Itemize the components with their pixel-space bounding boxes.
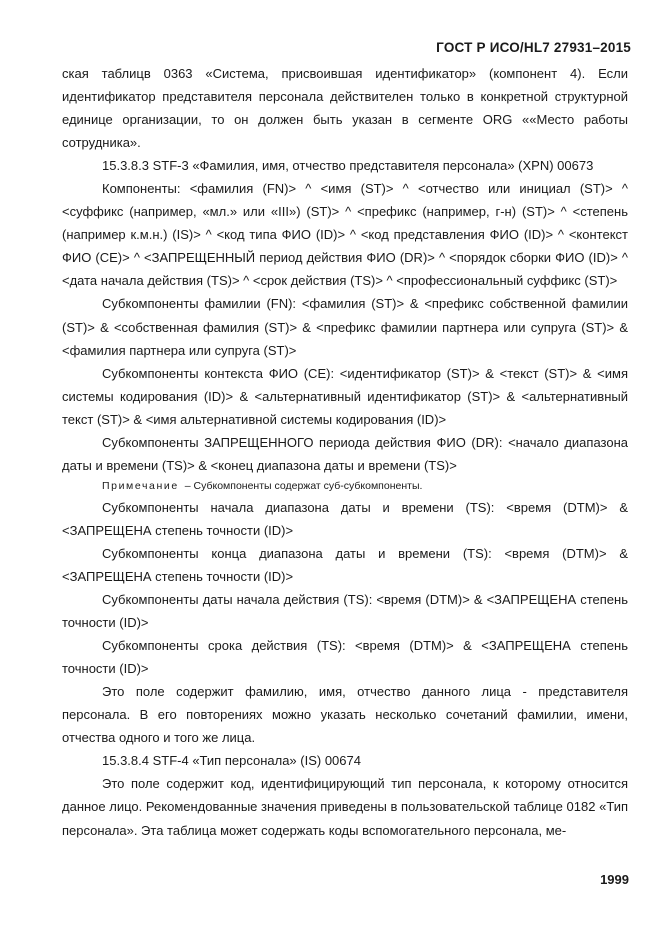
paragraph-range-start: Субкомпоненты начала диапазона даты и времени (TS): <время (DTM)> & <ЗАПРЕЩЕНА степень точности (ID)>: [62, 499, 628, 538]
paragraph-dr-subcomponents: Субкомпоненты ЗАПРЕЩЕННОГО периода действия ФИО (DR): <начало диапазона даты и времени (TS)> & <конец диапазона даты и времени (TS)>: [62, 434, 628, 473]
paragraph-range-end: Субкомпоненты конца диапазона даты и времени (TS): <время (DTM)> & <ЗАПРЕЩЕНА степень точности (ID)>: [62, 545, 628, 584]
paragraph-field-description: Это поле содержит фамилию, имя, отчество данного лица - представителя персонала. В его повторениях можно указать несколько сочетаний фамилии, имени, отчества одного и того же лица.: [62, 684, 628, 746]
document-header: ГОСТ Р ИСО/HL7 27931–2015: [436, 40, 631, 55]
paragraph-start-date: Субкомпоненты даты начала действия (TS): <время (DTM)> & <ЗАПРЕЩЕНА степень точности (ID)>: [62, 592, 628, 631]
note: [62, 477, 628, 496]
paragraph-staff-type: Это поле содержит код, идентифицирующий тип персонала, к которому относится данное лицо. Рекомендованные значения приведены в пользовательской таблице 0182 «Тип персонала». Эта таблица может содержать коды вспомогательного персонала, ме-: [62, 776, 628, 838]
page-number: 1999: [600, 872, 629, 887]
page-body: [62, 62, 628, 842]
paragraph-components: Компоненты: <фамилия (FN)> ^ <имя (ST)> ^ <отчество или инициал (ST)> ^ <суффикс (например, «мл.» или «III») (ST)> ^ <префикс (например, г-н) (ST)> ^ <степень (например к.м.н.) (IS)> ^ <код типа ФИО (ID)> ^ <код представления ФИО (ID)> ^ <контекст ФИО (CE)> ^ <ЗАПРЕЩЕННЫЙ период действия ФИО (DR)> ^ <порядок сборки ФИО (ID)> ^ <дата начала действия (TS)> ^ <срок действия (TS)> ^ <профессиональный суффикс (ST)>: [62, 181, 628, 289]
section-heading-15-3-8-4: 15.3.8.4 STF-4 «Тип персонала» (IS) 00674: [102, 753, 361, 769]
paragraph-continuation: ская таблицв 0363 «Система, присвоившая идентификатор» (компонент 4). Если идентификатор представителя персонала действителен только в конкретной структурной единице организации, то он должен быть указан в сегменте ORG ««Место работы сотрудника».: [62, 66, 628, 151]
paragraph-fn-subcomponents: Субкомпоненты фамилии (FN): <фамилия (ST)> & <префикс собственной фамилии (ST)> & <собственная фамилия (ST)> & <префикс фамилии партнера или супруга (ST)> & <фамилия партнера или супруга (ST)>: [62, 296, 628, 358]
paragraph-expiry: Субкомпоненты срока действия (TS): <время (DTM)> & <ЗАПРЕЩЕНА степень точности (ID)>: [62, 638, 628, 677]
note-text: – Субкомпоненты содержат суб-субкомпоненты.: [184, 479, 423, 492]
section-heading-15-3-8-3: 15.3.8.3 STF-3 «Фамилия, имя, отчество представителя персонала» (XPN) 00673: [102, 158, 594, 174]
paragraph-ce-subcomponents: Субкомпоненты контекста ФИО (CE): <идентификатор (ST)> & <текст (ST)> & <имя системы кодирования (ID)> & <альтернативный идентификатор (ST)> & <альтернативный текст (ST)> & <имя альтернативной системы кодирования (ID)>: [62, 365, 628, 427]
note-label: Примечание: [102, 479, 179, 492]
